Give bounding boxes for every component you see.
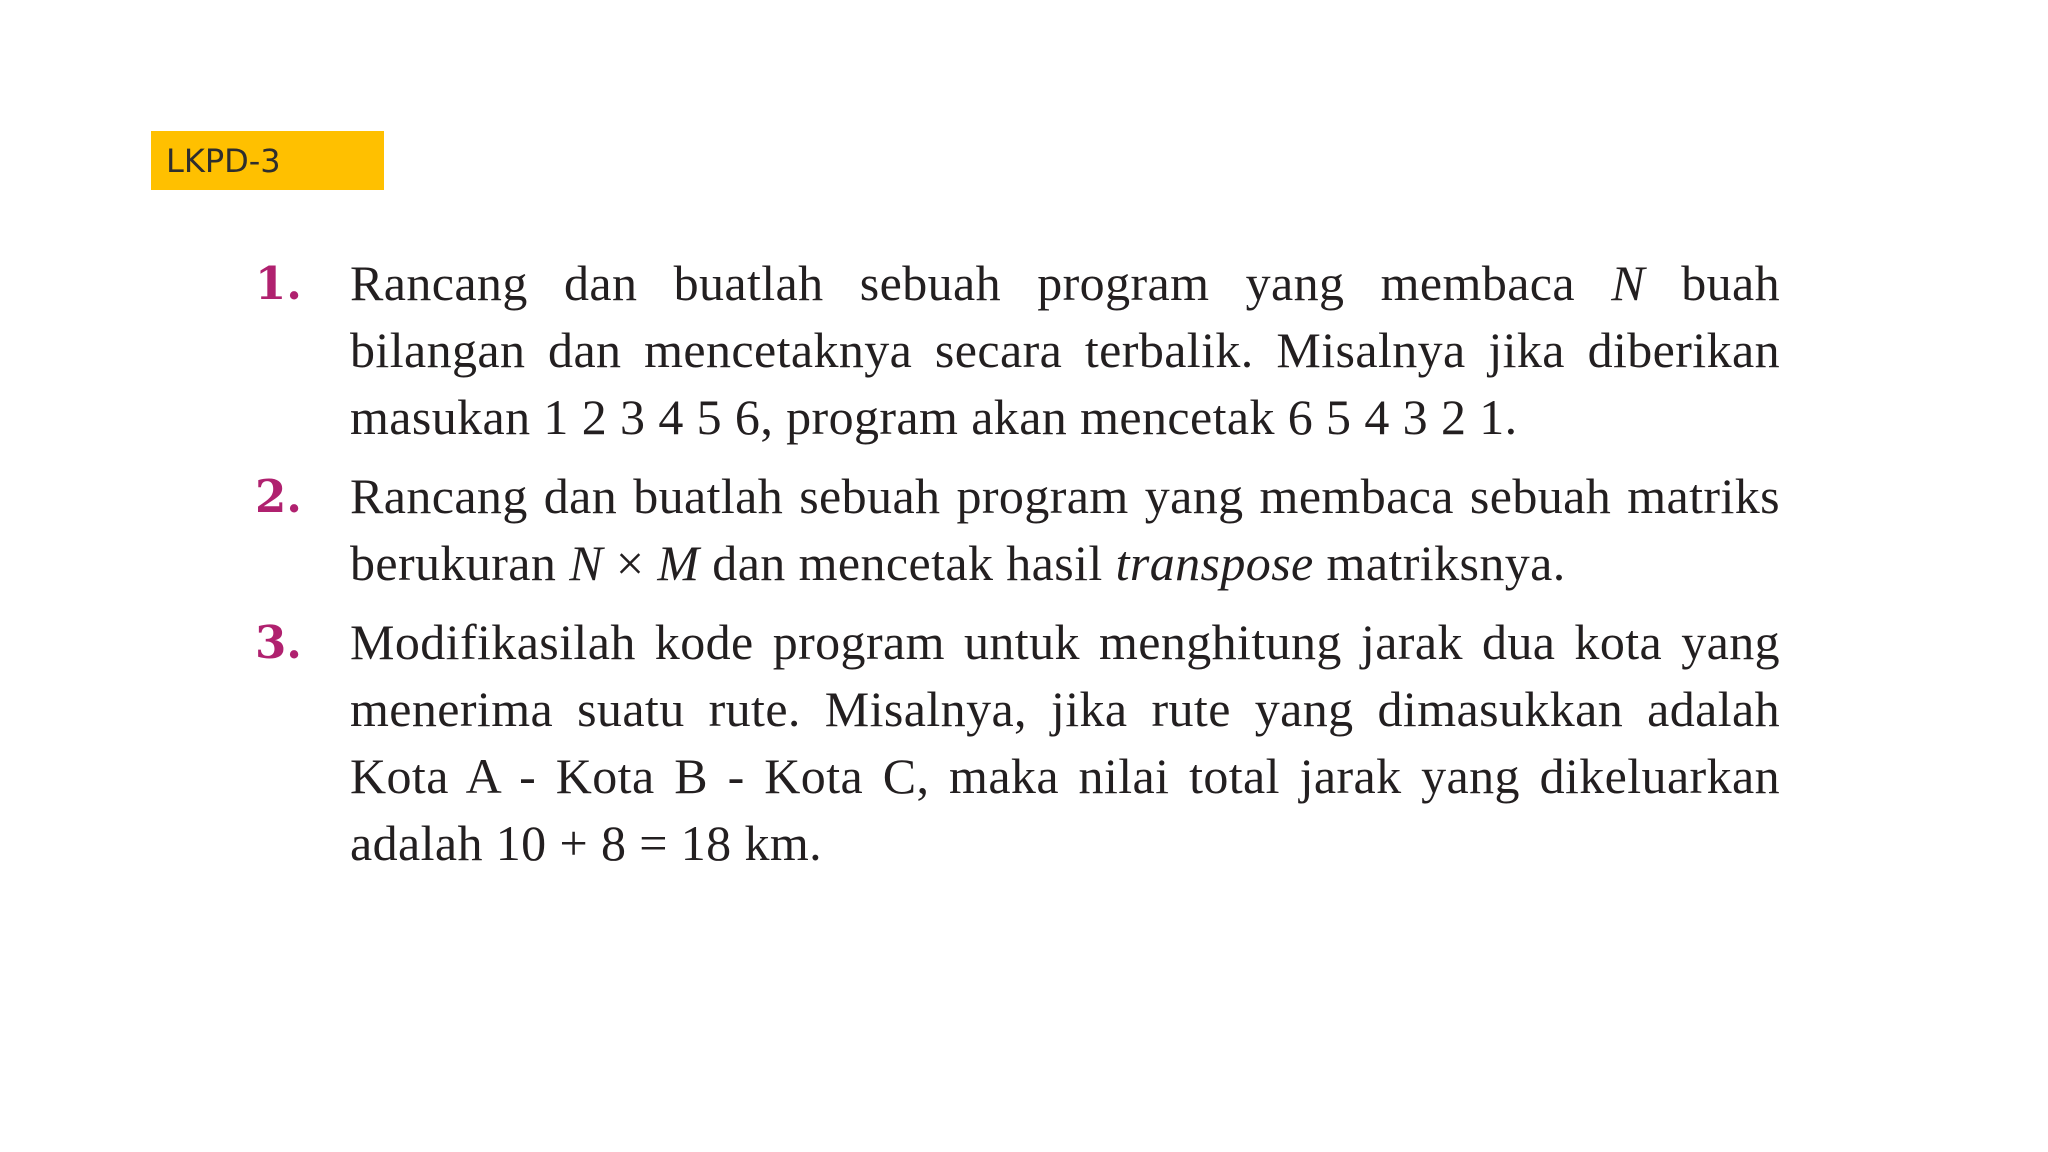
lkpd-label-text: LKPD-3 [166,141,281,180]
task-text-segment: matriksnya. [1313,535,1566,591]
task-text-segment-italic: transpose [1115,535,1314,591]
task-number: 1. [255,257,302,310]
task-item [255,609,1780,877]
task-text-segment-italic: N [1611,255,1645,311]
task-text-segment-italic: M [657,535,700,591]
task-item [255,250,1780,451]
task-text-segment: Rancang dan buatlah sebuah program yang membaca [350,255,1612,311]
lkpd-label-badge [151,131,384,190]
task-list [255,250,1780,889]
task-text-segment: dan mencetak hasil [699,535,1116,591]
task-text [350,463,1780,597]
task-text-segment: buah bilangan dan mencetaknya secara terbalik. Misalnya jika diberikan masukan 1 2 3 4 5 6, program akan mencetak 6 5 4 3 2 1. [350,255,1780,445]
task-number: 2. [255,470,302,523]
task-text-segment: × [602,535,658,591]
task-text-segment: Modifikasilah kode program untuk menghitung jarak dua kota yang menerima suatu rute. Misalnya, jika rute yang dimasukkan adalah Kota A - Kota B - Kota C, maka nilai total jarak yang dikeluarkan adalah 10 + 8 = 18 km. [350,614,1780,871]
task-number: 3. [255,616,302,669]
task-item [255,463,1780,597]
task-text [350,250,1780,451]
task-text [350,609,1780,877]
task-text-segment-italic: N [569,535,603,591]
task-text-segment: Rancang dan buatlah sebuah program yang membaca sebuah matriks berukuran [350,468,1780,591]
